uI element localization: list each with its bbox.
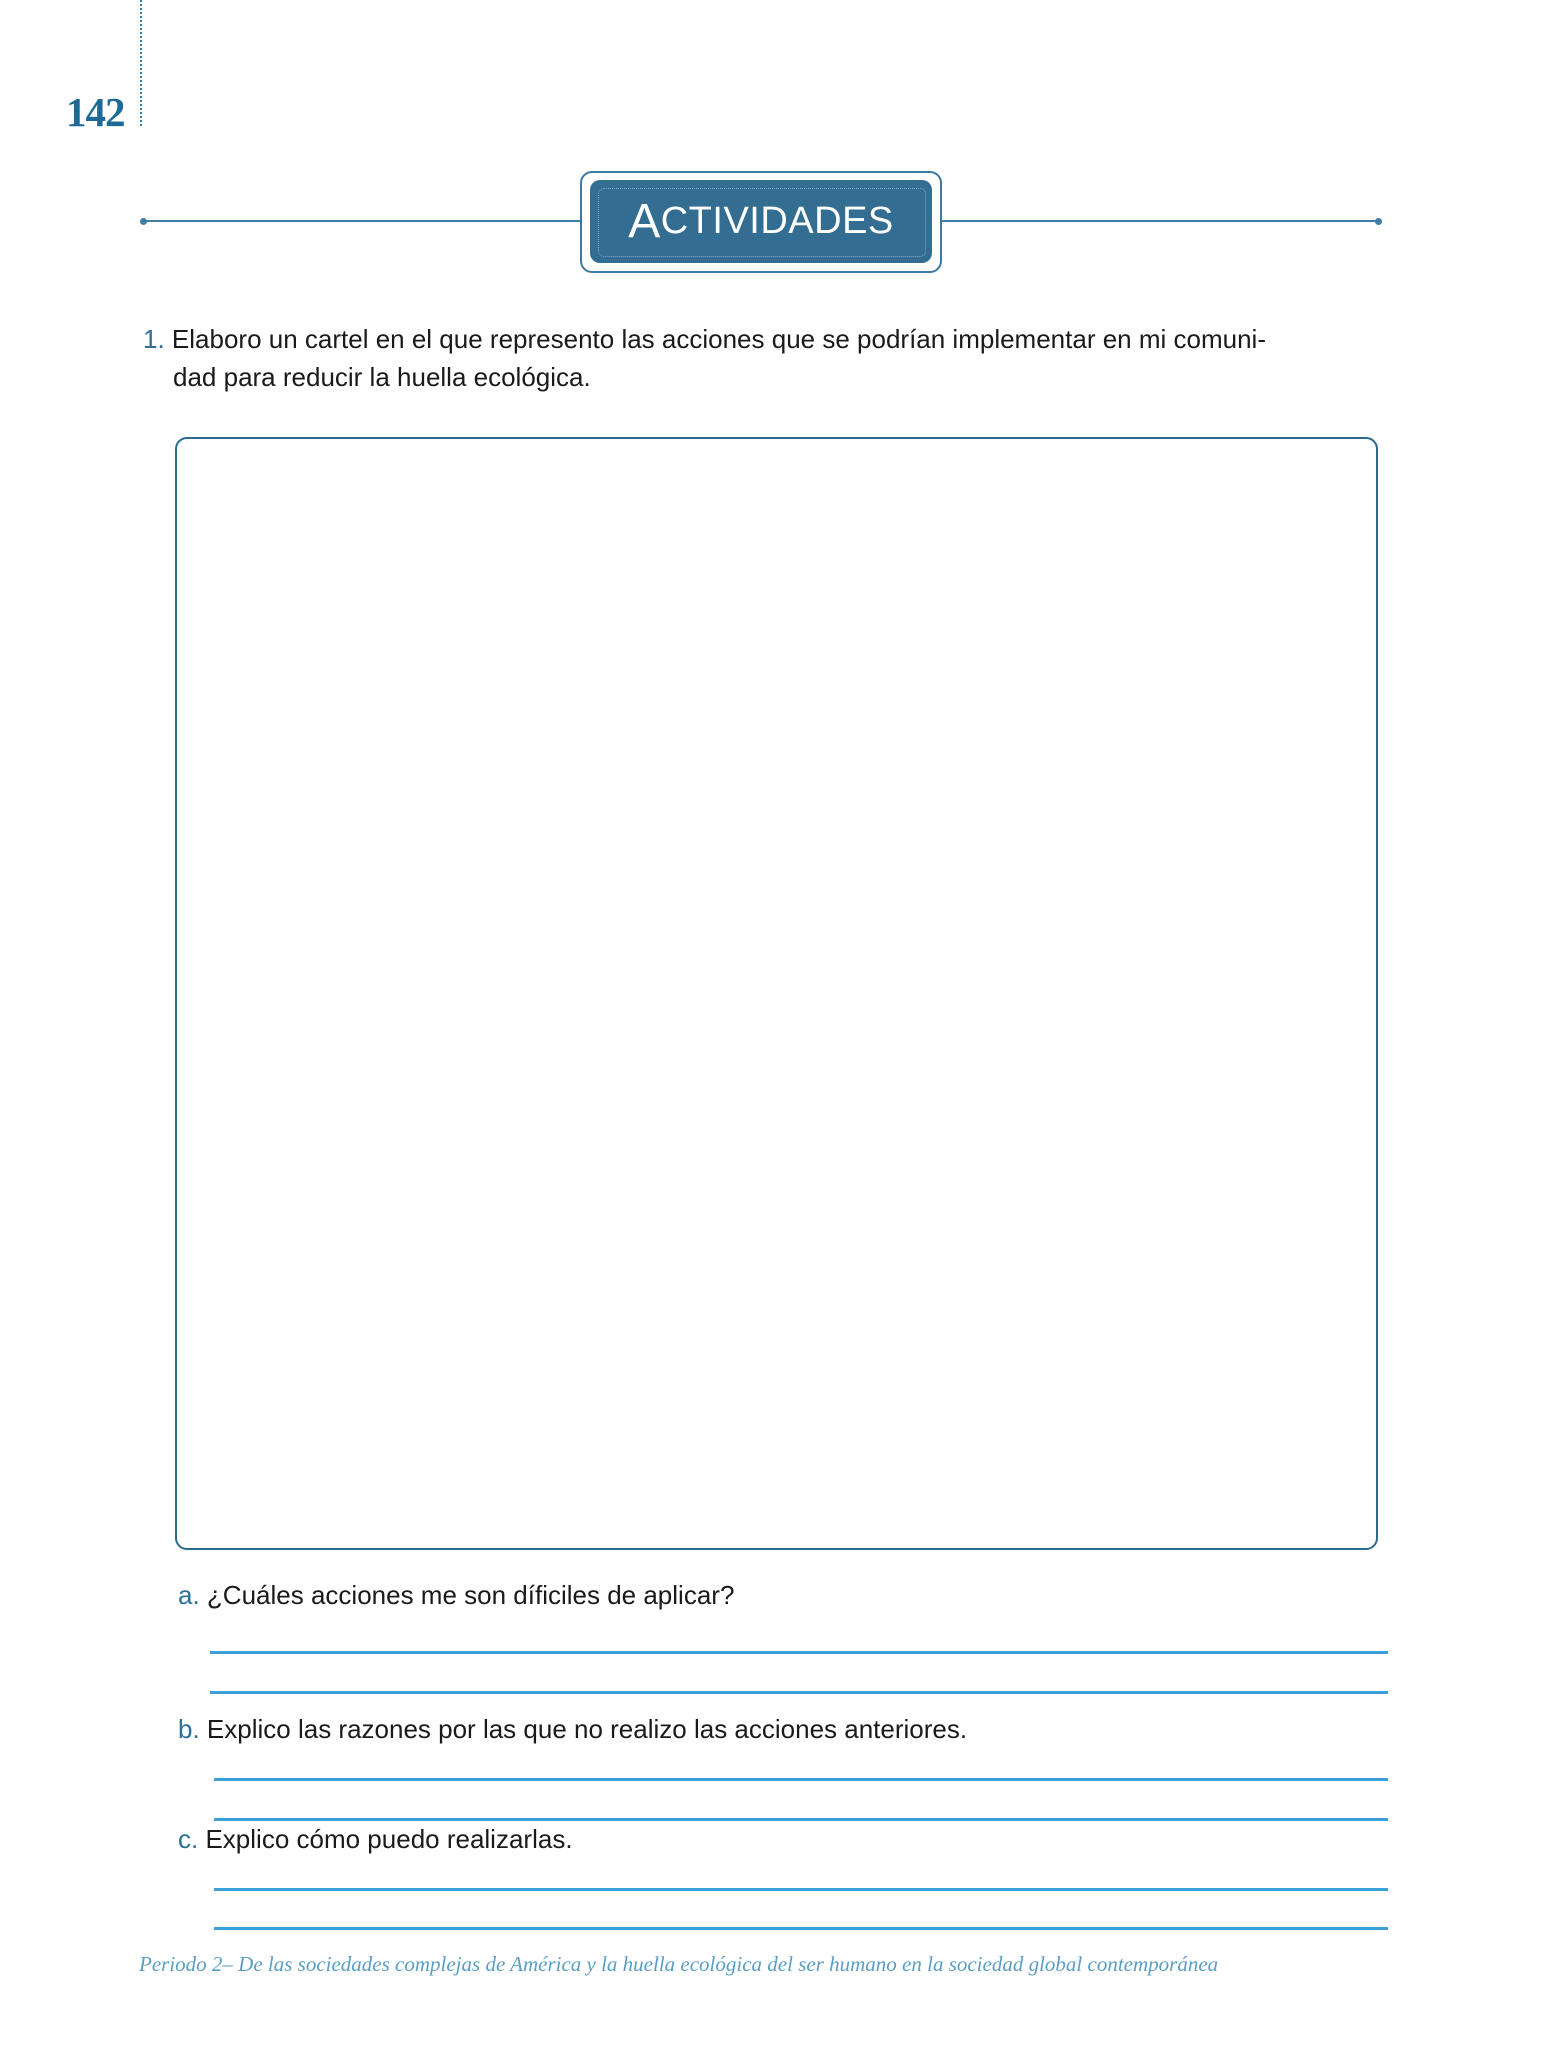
section-title bbox=[590, 180, 932, 263]
divider-end-dot bbox=[1375, 218, 1382, 225]
question-text: ¿Cuáles acciones me son díficiles de aplicar? bbox=[206, 1580, 735, 1610]
answer-line[interactable] bbox=[214, 1778, 1388, 1781]
question-a bbox=[178, 1580, 734, 1611]
answer-line[interactable] bbox=[210, 1691, 1388, 1694]
section-title-initial: A bbox=[628, 195, 661, 248]
activity-text-line1: Elaboro un cartel en el que represento las acciones que se podrían implementar en mi comuni- bbox=[171, 324, 1266, 354]
question-b bbox=[178, 1714, 967, 1745]
poster-drawing-area[interactable] bbox=[175, 437, 1378, 1550]
question-letter: a. bbox=[178, 1580, 200, 1610]
answer-line[interactable] bbox=[210, 1651, 1388, 1654]
page-number: 142 bbox=[66, 89, 125, 135]
question-letter: b. bbox=[178, 1714, 200, 1744]
question-c bbox=[178, 1824, 573, 1855]
answer-line[interactable] bbox=[214, 1818, 1388, 1821]
activity-number: 1. bbox=[143, 324, 165, 354]
question-letter: c. bbox=[178, 1824, 199, 1854]
activity-text-line2: dad para reducir la huella ecológica. bbox=[173, 362, 591, 392]
page-footer: Periodo 2– De las sociedades complejas de América y la huella ecológica del ser humano en la sociedad global contemporánea bbox=[139, 1952, 1219, 1976]
activity-1 bbox=[143, 320, 1383, 396]
question-text: Explico cómo puedo realizarlas. bbox=[205, 1824, 573, 1854]
answer-line[interactable] bbox=[214, 1927, 1388, 1930]
margin-dotted-line bbox=[140, 0, 142, 126]
divider-end-dot bbox=[140, 218, 147, 225]
section-title-rest: CTIVIDADES bbox=[660, 200, 894, 242]
question-text: Explico las razones por las que no realizo las acciones anteriores. bbox=[206, 1714, 968, 1744]
answer-line[interactable] bbox=[214, 1888, 1388, 1891]
